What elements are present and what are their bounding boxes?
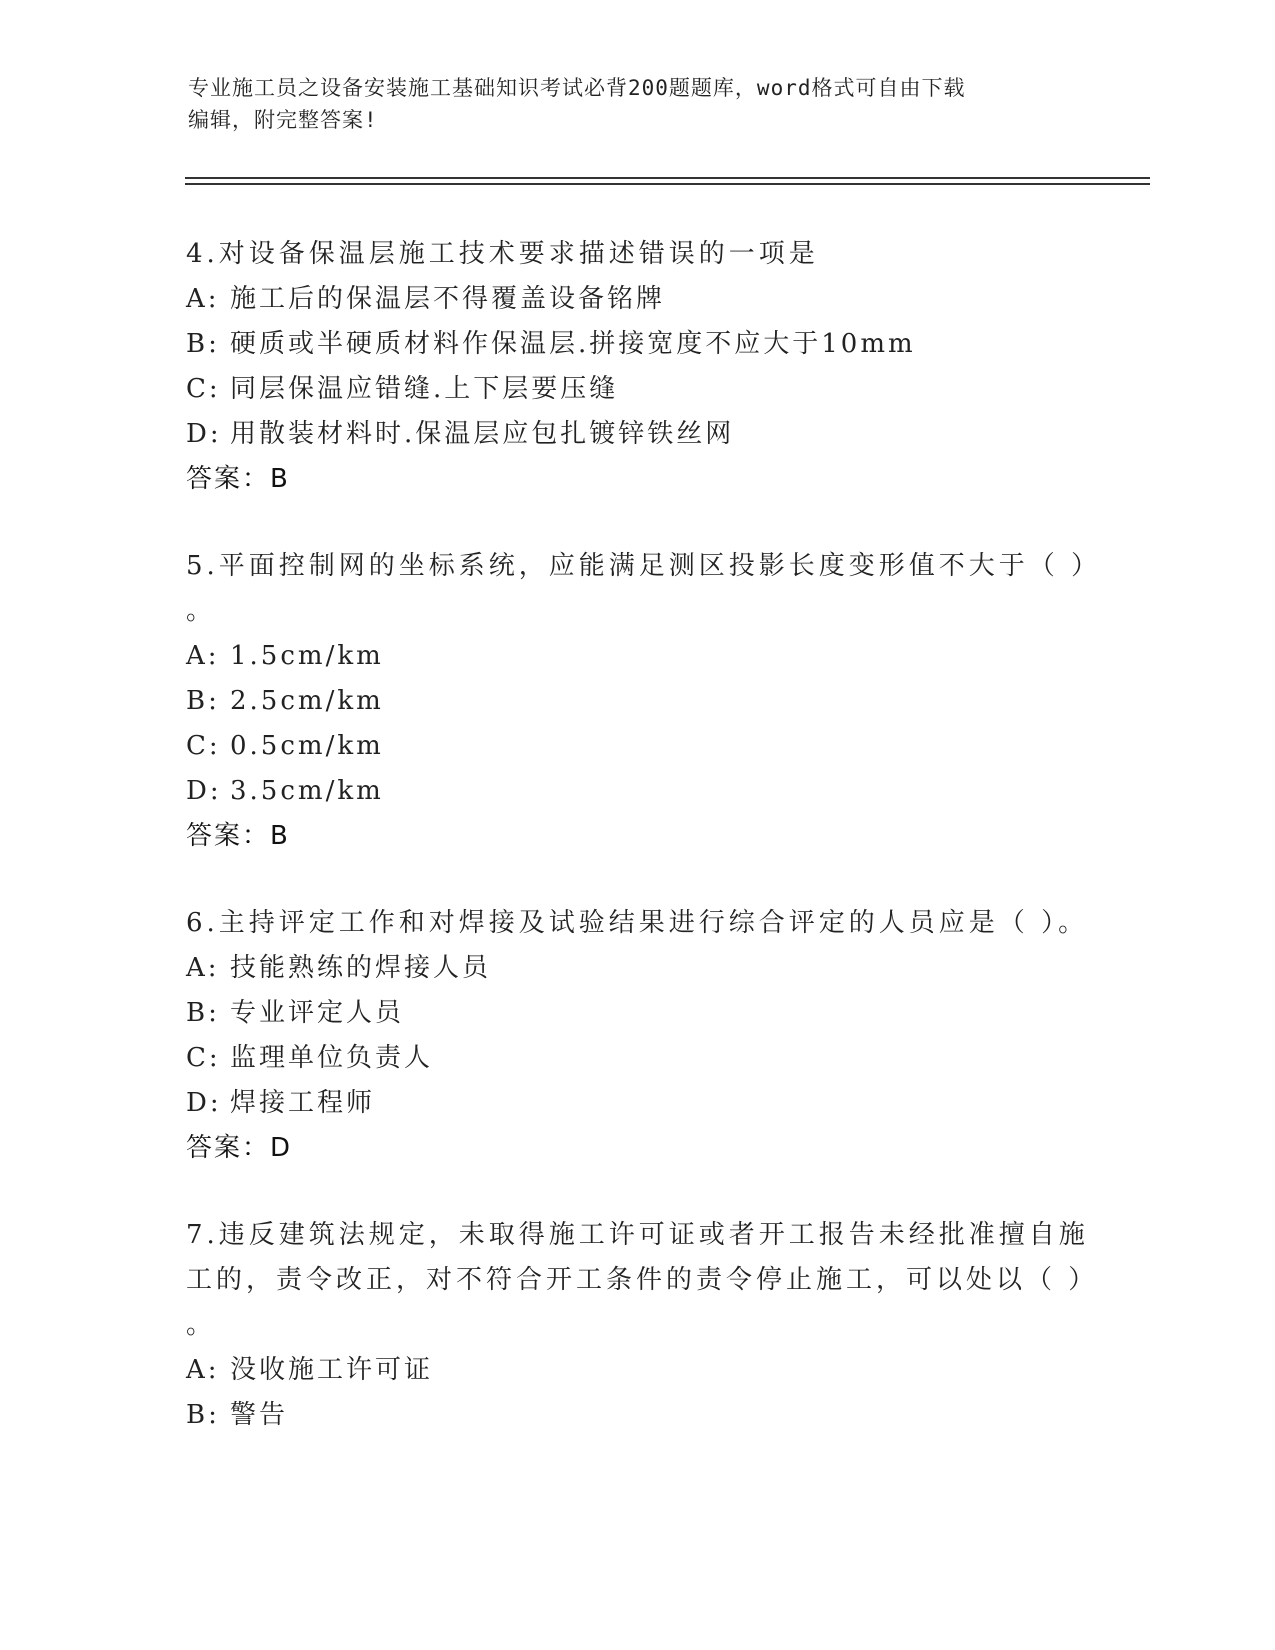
option-letter: B:: [186, 1400, 220, 1430]
option-c: [186, 724, 1106, 769]
option-text: 3.5cm/km: [230, 776, 384, 806]
question-5: [186, 544, 1106, 859]
question-stem: 7.违反建筑法规定，未取得施工许可证或者开工报告未经批准擅自施: [186, 1220, 1089, 1250]
answer-line: 答案：B: [186, 464, 290, 494]
question-4: [186, 232, 1106, 502]
option-text: 硬质或半硬质材料作保温层.拼接宽度不应大于10mm: [230, 329, 916, 359]
option-d: [186, 769, 1106, 814]
option-c: [186, 367, 1106, 412]
option-text: 警告: [230, 1400, 289, 1430]
option-text: 0.5cm/km: [230, 731, 384, 761]
option-letter: B:: [186, 998, 220, 1028]
option-b: [186, 1393, 1106, 1438]
option-letter: A:: [186, 953, 220, 983]
option-letter: C:: [186, 1043, 221, 1073]
option-text: 技能熟练的焊接人员: [230, 953, 492, 983]
question-stem-continuation: 。: [186, 1310, 217, 1340]
answer-line: 答案：B: [186, 821, 290, 851]
option-letter: D:: [186, 1088, 222, 1118]
header-divider-top: [185, 177, 1150, 179]
option-d: [186, 412, 1106, 457]
option-text: 没收施工许可证: [230, 1355, 434, 1385]
option-a: [186, 1348, 1106, 1393]
question-list: [186, 232, 1106, 1480]
answer-line: 答案：D: [186, 1133, 293, 1163]
question-7: [186, 1213, 1106, 1438]
option-letter: B:: [186, 686, 220, 716]
option-text: 1.5cm/km: [230, 641, 384, 671]
document-header: [188, 72, 1088, 136]
header-title-line-1: 专业施工员之设备安装施工基础知识考试必背200题题库，word格式可自由下载: [188, 76, 966, 100]
question-stem: 4.对设备保温层施工技术要求描述错误的一项是: [186, 239, 819, 269]
option-letter: A:: [186, 641, 220, 671]
option-text: 同层保温应错缝.上下层要压缝: [230, 374, 619, 404]
option-text: 焊接工程师: [230, 1088, 376, 1118]
option-b: [186, 322, 1106, 367]
question-6: [186, 901, 1106, 1171]
question-stem-continuation: 。: [186, 596, 217, 626]
option-c: [186, 1036, 1106, 1081]
option-letter: C:: [186, 374, 221, 404]
option-a: [186, 946, 1106, 991]
option-b: [186, 679, 1106, 724]
option-letter: A:: [186, 284, 220, 314]
option-a: [186, 277, 1106, 322]
header-title-line-2: 编辑，附完整答案!: [188, 108, 378, 132]
option-b: [186, 991, 1106, 1036]
question-stem-line-2: 工的，责令改正，对不符合开工条件的责令停止施工，可以处以（ ）: [186, 1265, 1099, 1295]
option-text: 监理单位负责人: [230, 1043, 434, 1073]
question-stem: 6.主持评定工作和对焊接及试验结果进行综合评定的人员应是（ ）。: [186, 908, 1089, 938]
option-letter: A:: [186, 1355, 220, 1385]
header-divider-bottom: [185, 183, 1150, 185]
option-letter: D:: [186, 776, 222, 806]
option-letter: C:: [186, 731, 221, 761]
option-a: [186, 634, 1106, 679]
option-text: 专业评定人员: [230, 998, 405, 1028]
option-text: 施工后的保温层不得覆盖设备铭牌: [230, 284, 666, 314]
question-stem: 5.平面控制网的坐标系统，应能满足测区投影长度变形值不大于（ ）: [186, 551, 1102, 581]
option-letter: B:: [186, 329, 220, 359]
option-text: 用散装材料时.保温层应包扎镀锌铁丝网: [230, 419, 735, 449]
option-text: 2.5cm/km: [230, 686, 384, 716]
option-letter: D:: [186, 419, 222, 449]
option-d: [186, 1081, 1106, 1126]
